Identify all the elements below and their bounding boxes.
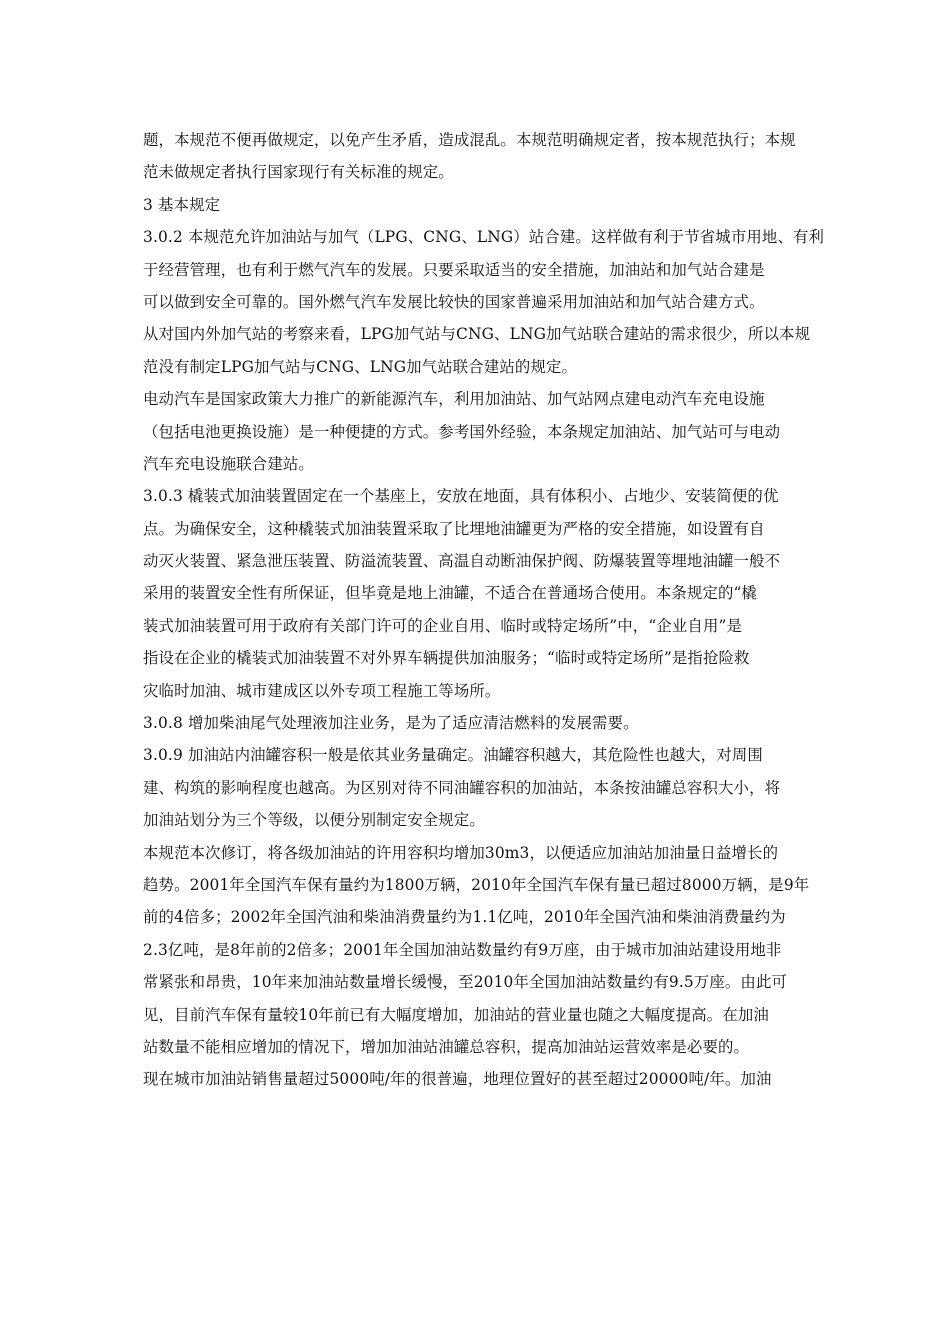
text-line-7: 从对国内外加气站的考察来看，LPG加气站与CNG、LNG加气站联合建站的需求很少，所以本规 (143, 325, 811, 344)
text-line-26: 2.3亿吨，是8年前的2倍多；2001年全国加油站数量约有9万座，由于城市加油站建设用地非 (143, 940, 782, 959)
text-line-16: 装式加油装置可用于政府有关部门许可的企业自用、临时或特定场所”中，“企业自用”是 (143, 616, 743, 635)
body-text (143, 124, 825, 1096)
text-line-12: 3.0.3 橇装式加油装置固定在一个基座上，安放在地面，具有体积小、占地少、安装简便的优 (143, 487, 779, 506)
text-line-5: 于经营管理，也有利于燃气汽车的发展。只要采取适当的安全措施，加油站和加气站合建是 (143, 260, 765, 279)
text-line-10: （包括电池更换设施）是一种便捷的方式。参考国外经验，本条规定加油站、加气站可与电动 (143, 422, 781, 441)
text-line-19: 3.0.8 增加柴油尾气处理液加注业务，是为了适应清洁燃料的发展需要。 (143, 714, 639, 733)
text-line-15: 采用的装置安全性有所保证，但毕竟是地上油罐，不适合在普通场合使用。本条规定的“橇 (143, 584, 758, 603)
text-line-18: 灾临时加油、城市建成区以外专项工程施工等场所。 (143, 681, 501, 700)
text-line-27: 常紧张和昂贵，10年来加油站数量增长缓慢，至2010年全国加油站数量约有9.5万座。由此可 (143, 973, 788, 992)
text-line-2: 范未做规定者执行国家现行有关标准的规定。 (143, 163, 454, 182)
text-line-9: 电动汽车是国家政策大力推广的新能源汽车，利用加油站、加气站网点建电动汽车充电设施 (143, 390, 765, 409)
text-line-25: 前的4倍多；2002年全国汽油和柴油消费量约为1.1亿吨，2010年全国汽油和柴油消费量约为 (143, 908, 786, 927)
text-line-8: 范没有制定LPG加气站与CNG、LNG加气站联合建站的规定。 (143, 357, 578, 376)
text-line-28: 见，目前汽车保有量较10年前已有大幅度增加，加油站的营业量也随之大幅度提高。在加油 (143, 1005, 769, 1024)
text-line-11: 汽车充电设施联合建站。 (143, 454, 314, 473)
text-line-13: 点。为确保安全，这种橇装式加油装置采取了比埋地油罐更为严格的安全措施，如设置有自 (143, 519, 765, 538)
text-line-22: 加油站划分为三个等级，以便分别制定安全规定。 (143, 811, 485, 830)
section-heading: 3 基本规定 (143, 195, 221, 214)
text-line-17: 指设在企业的橇装式加油装置不对外界车辆提供加油服务；“临时或特定场所”是指抢险救 (143, 649, 750, 668)
text-line-1: 题，本规范不便再做规定，以免产生矛盾，造成混乱。本规范明确规定者，按本规范执行；本规 (143, 131, 796, 149)
text-line-30: 现在城市加油站销售量超过5000吨/年的很普遍，地理位置好的甚至超过20000吨/年。加油 (143, 1070, 772, 1089)
text-line-29: 站数量不能相应增加的情况下，增加加油站油罐总容积，提高加油站运营效率是必要的。 (143, 1037, 750, 1056)
text-line-6: 可以做到安全可靠的。国外燃气汽车发展比较快的国家普遍采用加油站和加气站合建方式。 (143, 292, 765, 311)
text-line-21: 建、构筑的影响程度也越高。为区别对待不同油罐容积的加油站，本条按油罐总容积大小，将 (143, 778, 781, 797)
text-line-23: 本规范本次修订，将各级加油站的许用容积均增加30m3，以便适应加油站加油量日益增长的 (143, 843, 779, 862)
text-line-14: 动灭火装置、紧急泄压装置、防溢流装置、高温自动断油保护阀、防爆装置等埋地油罐一般不 (143, 552, 781, 571)
text-line-24: 趋势。2001年全国汽车保有量约为1800万辆，2010年全国汽车保有量已超过8000万辆，是9年 (143, 875, 810, 894)
text-line-20: 3.0.9 加油站内油罐容积一般是依其业务量确定。油罐容积越大，其危险性也越大，对周围 (143, 746, 763, 765)
text-line-4: 3.0.2 本规范允许加油站与加气（LPG、CNG、LNG）站合建。这样做有利于节省城市用地、有利 (143, 228, 825, 247)
